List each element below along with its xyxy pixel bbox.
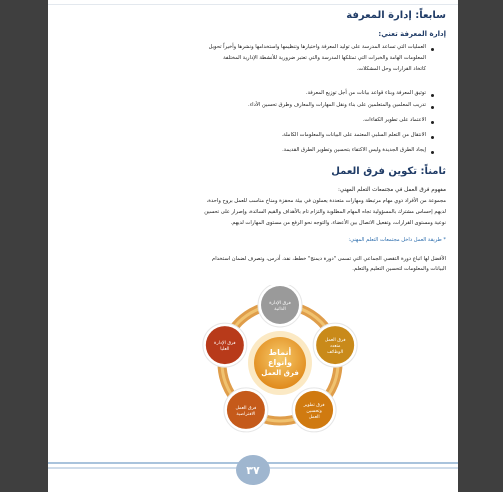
bullet-dot [431, 48, 434, 51]
page-number: ٣٧ [236, 455, 270, 485]
team-type-label: الافتراضية [236, 411, 256, 417]
document-page [48, 0, 458, 492]
section-heading: ثامناً: تكوين فرق العمل [331, 166, 446, 177]
method-line: البيانات والمعلومات لتحسين التعليم والتعلم. [352, 266, 446, 272]
team-type-label: الذاتية [274, 307, 286, 312]
bullet-dot [431, 106, 434, 109]
team-type-label: العليا [220, 347, 230, 353]
center-label-line: وأنواع [268, 358, 292, 367]
center-label-line: أنماط [268, 348, 292, 357]
section-intro: مفهوم فرق العمل في مجتمعات التعلم المهني: [337, 187, 446, 193]
bullet-dot [431, 94, 434, 97]
center-label-line: فرق العمل [261, 369, 299, 377]
paragraph-line: نوعية ومستوى القرارات، وتفعيل الاتصال بين الأعضاء، والتوجه نحو الرفع من مستوى المهارات لديهم. [230, 220, 446, 226]
bullet-text: توثيق المعرفة وبناء قواعد بيانات من أجل توزيع المعرفة. [305, 90, 426, 96]
team-type-label: فرق الإدارة [214, 341, 236, 347]
team-type-label: فرق العمل [324, 338, 346, 344]
team-types-cycle-diagram [48, 285, 458, 455]
team-type-label: متعدد [329, 344, 341, 350]
bullet-dot [431, 121, 434, 124]
team-type-label: العمل [308, 414, 320, 420]
section-heading: سابعاً: إدارة المعرفة [346, 10, 446, 21]
bullet-text: تدريب المعلمين والمتعلمين على بناء ونقل المهارات والمعارف وطرق تحسين الأداء. [248, 102, 426, 108]
header-rule [48, 4, 458, 5]
viewer-left-gutter [0, 0, 48, 492]
paragraph-line: مجموعة من الأفراد ذوي مهام مرتبطة ومهارات متعددة يعملون في بيئة محفزة ومناخ مناسب للعمل بروح واحدة، [206, 198, 446, 204]
bullet-text: العمليات التي تساعد المدرسة على توليد المعرفة واختيارها وتنظيمها واستخدامها ونشرها وأخيراً تحويل [208, 44, 426, 50]
bullet-text: المعلومات الهامة والخبرات التي تمتلكها المدرسة والتي تعتبر ضرورية للأنشطة الإدارية المختلفة [223, 55, 426, 61]
method-line: الأفضل لها اتباع دورة التقصي الجماعي التي تسمى "دورة ديمنج" خطط، نفذ، أدرس، وتصرف لضمان استخدام [212, 256, 446, 262]
bullet-dot [431, 151, 434, 154]
bullet-text: الاعتماد على تطوير الكفاءات. [362, 117, 426, 123]
section-subheading: إدارة المعرفة تعني: [378, 30, 446, 38]
bullet-text: الانتقال من التعلم السلبي المعتمد على البيانات والمعلومات الكاملة. [281, 132, 426, 138]
paragraph-line: لديهم إحساس مشترك بالمسؤولية تجاه المهام المطلوبة والتزام تام بالأهداف والقيم السائدة، وإصرار على تحسين [204, 209, 446, 215]
bullet-text: إيجاد الطرق الجديدة وليس الاكتفاء بتحسين وتطوير الطرق القديمة. [282, 147, 426, 153]
team-type-label: فرق الإدارة [269, 301, 291, 306]
team-type-label: الوظائف [327, 350, 344, 356]
viewer-right-gutter [458, 0, 503, 492]
team-type-label: وتحسين [306, 408, 322, 414]
method-title: * طريقة العمل داخل مجتمعات التعلم المهني: [348, 237, 446, 243]
bullet-dot [431, 136, 434, 139]
bullet-text: كاتخاذ القرارات وحل المشكلات. [356, 66, 426, 72]
team-type-label: فرق تطوير [303, 402, 325, 408]
team-type-label: فرق العمل [235, 405, 257, 411]
